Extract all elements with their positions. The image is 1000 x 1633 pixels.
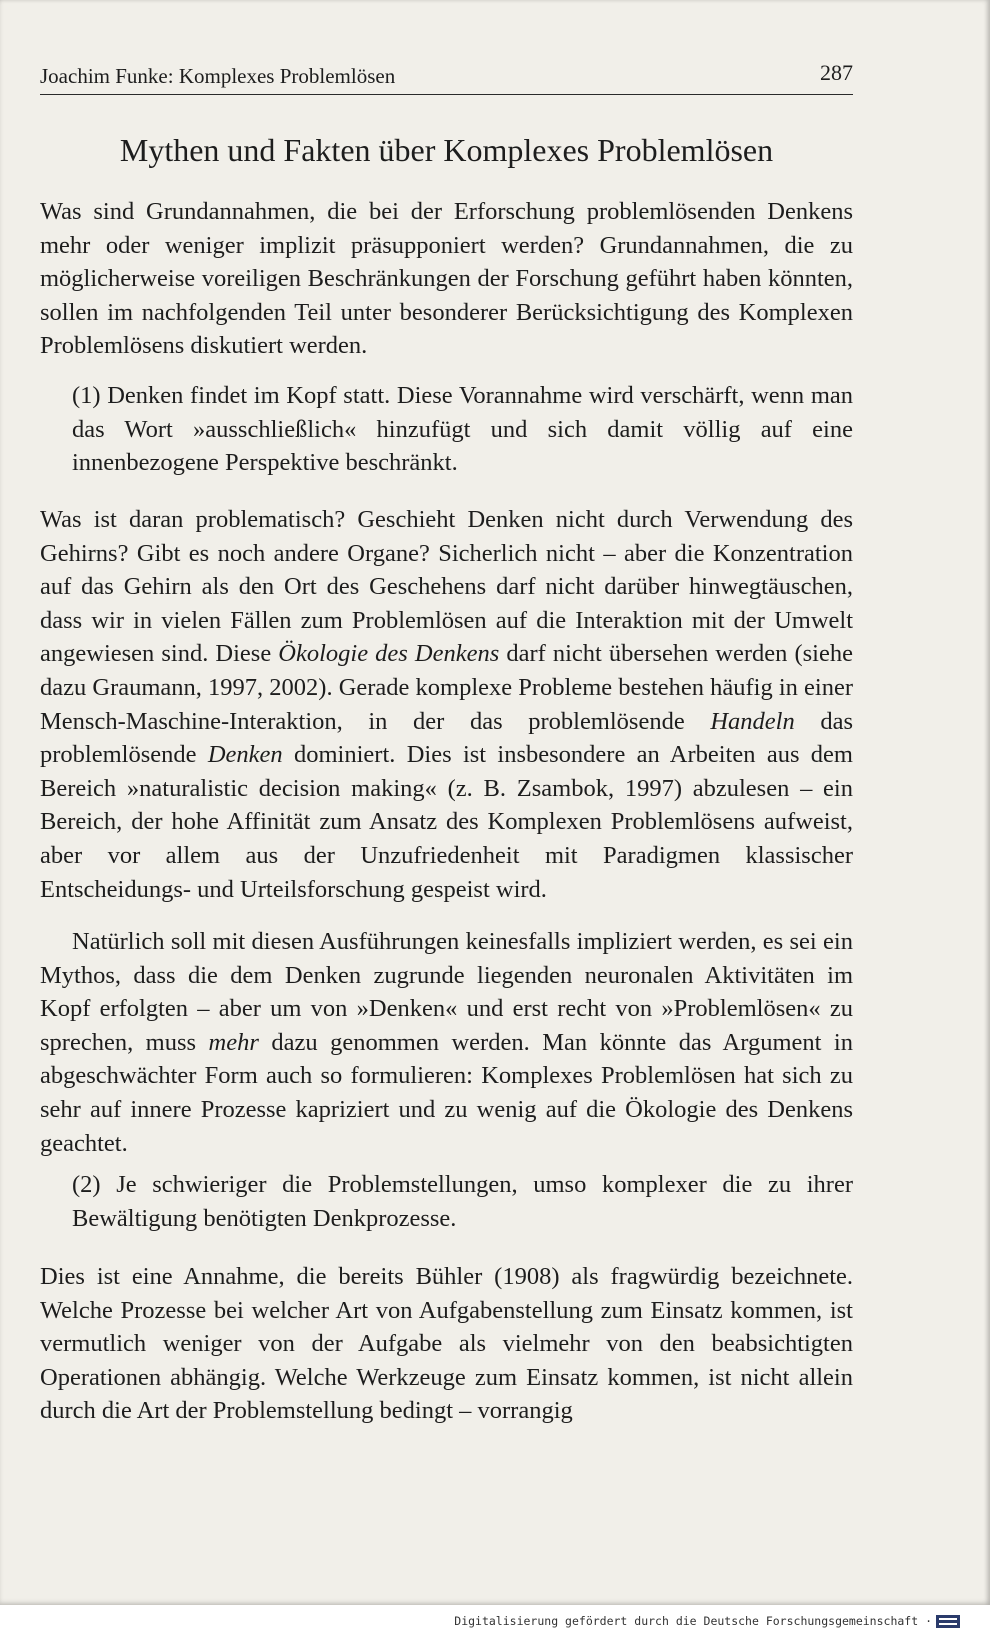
page-number: 287 bbox=[820, 60, 853, 85]
dfg-logo-icon bbox=[936, 1615, 960, 1628]
running-header bbox=[40, 60, 853, 95]
digitization-footer bbox=[454, 1614, 960, 1628]
section-title: Mythen und Fakten über Komplexes Problemlösen bbox=[119, 132, 774, 168]
paragraph-of-course: Natürlich soll mit diesen Ausführungen keinesfalls impliziert werden, es sei ein Mythos, dass die dem Denken zugrunde liegenden neuronalen Aktivitäten im Kopf erfolgten – aber um von »Denken« und erst recht von »Problemlösen« zu sprechen, muss mehr dazu genommen werden. Man könnte das Argument in abgeschwächter Form auch so formulieren: Komplexes Problemlösen hat sich zu sehr auf innere Prozesse kapriziert und zu wenig auf die Ökologie des Denkens geachtet. bbox=[40, 928, 853, 1157]
thesis-item-2: (2) Je schwieriger die Problemstellungen, umso komplexer die zu ihrer Bewältigung benötigten Denkprozesse. bbox=[72, 1171, 853, 1232]
paragraph-problematic: Was ist daran problematisch? Geschieht Denken nicht durch Verwendung des Gehirns? Gibt es noch andere Organe? Sicherlich nicht – aber die Konzentration auf das Gehirn als den Ort des Geschehens darf nicht darüber hinwegtäuschen, dass wir in vielen Fällen zum Problemlösen auf die Interaktion mit der Umwelt angewiesen sind. Diese Ökologie des Denkens darf nicht übersehen werden (siehe dazu Graumann, 1997, 2002). Gerade komplexe Probleme bestehen häufig in einer Mensch-Maschine-Interaktion, in der das problemlösende Handeln das problemlösende Denken dominiert. Dies ist insbesondere an Arbeiten aus dem Bereich »naturalistic decision making« (z. B. Zsambok, 1997) abzulesen – ein Bereich, der hohe Affinität zum Ansatz des Komplexen Problemlösens aufweist, aber vor allem aus der Unzufriedenheit mit Paradigmen klassischer Entscheidungs- und Urteilsforschung gespeist wird. bbox=[40, 506, 853, 903]
funding-note: Digitalisierung gefördert durch die Deutsche Forschungsgemeinschaft · bbox=[454, 1614, 932, 1628]
thesis-item-1: (1) Denken findet im Kopf statt. Diese Vorannahme wird verschärft, wenn man das Wort »ausschließlich« hinzufügt und sich damit völlig auf eine innenbezogene Perspektive beschränkt. bbox=[72, 382, 853, 477]
paragraph-buehler: Dies ist eine Annahme, die bereits Bühler (1908) als fragwürdig bezeichnete. Welche Prozesse bei welcher Art von Aufgabenstellung zum Einsatz kommen, ist vermutlich weniger von der Aufgabe als vielmehr von den beabsichtigten Operationen abhängig. Welche Werkzeuge zum Einsatz kommen, ist nicht allein durch die Art der Problemstellung bedingt – vorrangig bbox=[40, 1263, 853, 1425]
paragraph-intro: Was sind Grundannahmen, die bei der Erforschung problemlösenden Denkens mehr oder weniger implizit präsupponiert werden? Grundannahmen, die zu möglicherweise voreiligen Beschränkungen der Forschung geführt haben könnten, sollen im nachfolgenden Teil unter besonderer Berücksichtigung des Komplexen Problemlösens diskutiert werden. bbox=[40, 198, 853, 360]
running-title: Joachim Funke: Komplexes Problemlösen bbox=[40, 64, 396, 88]
